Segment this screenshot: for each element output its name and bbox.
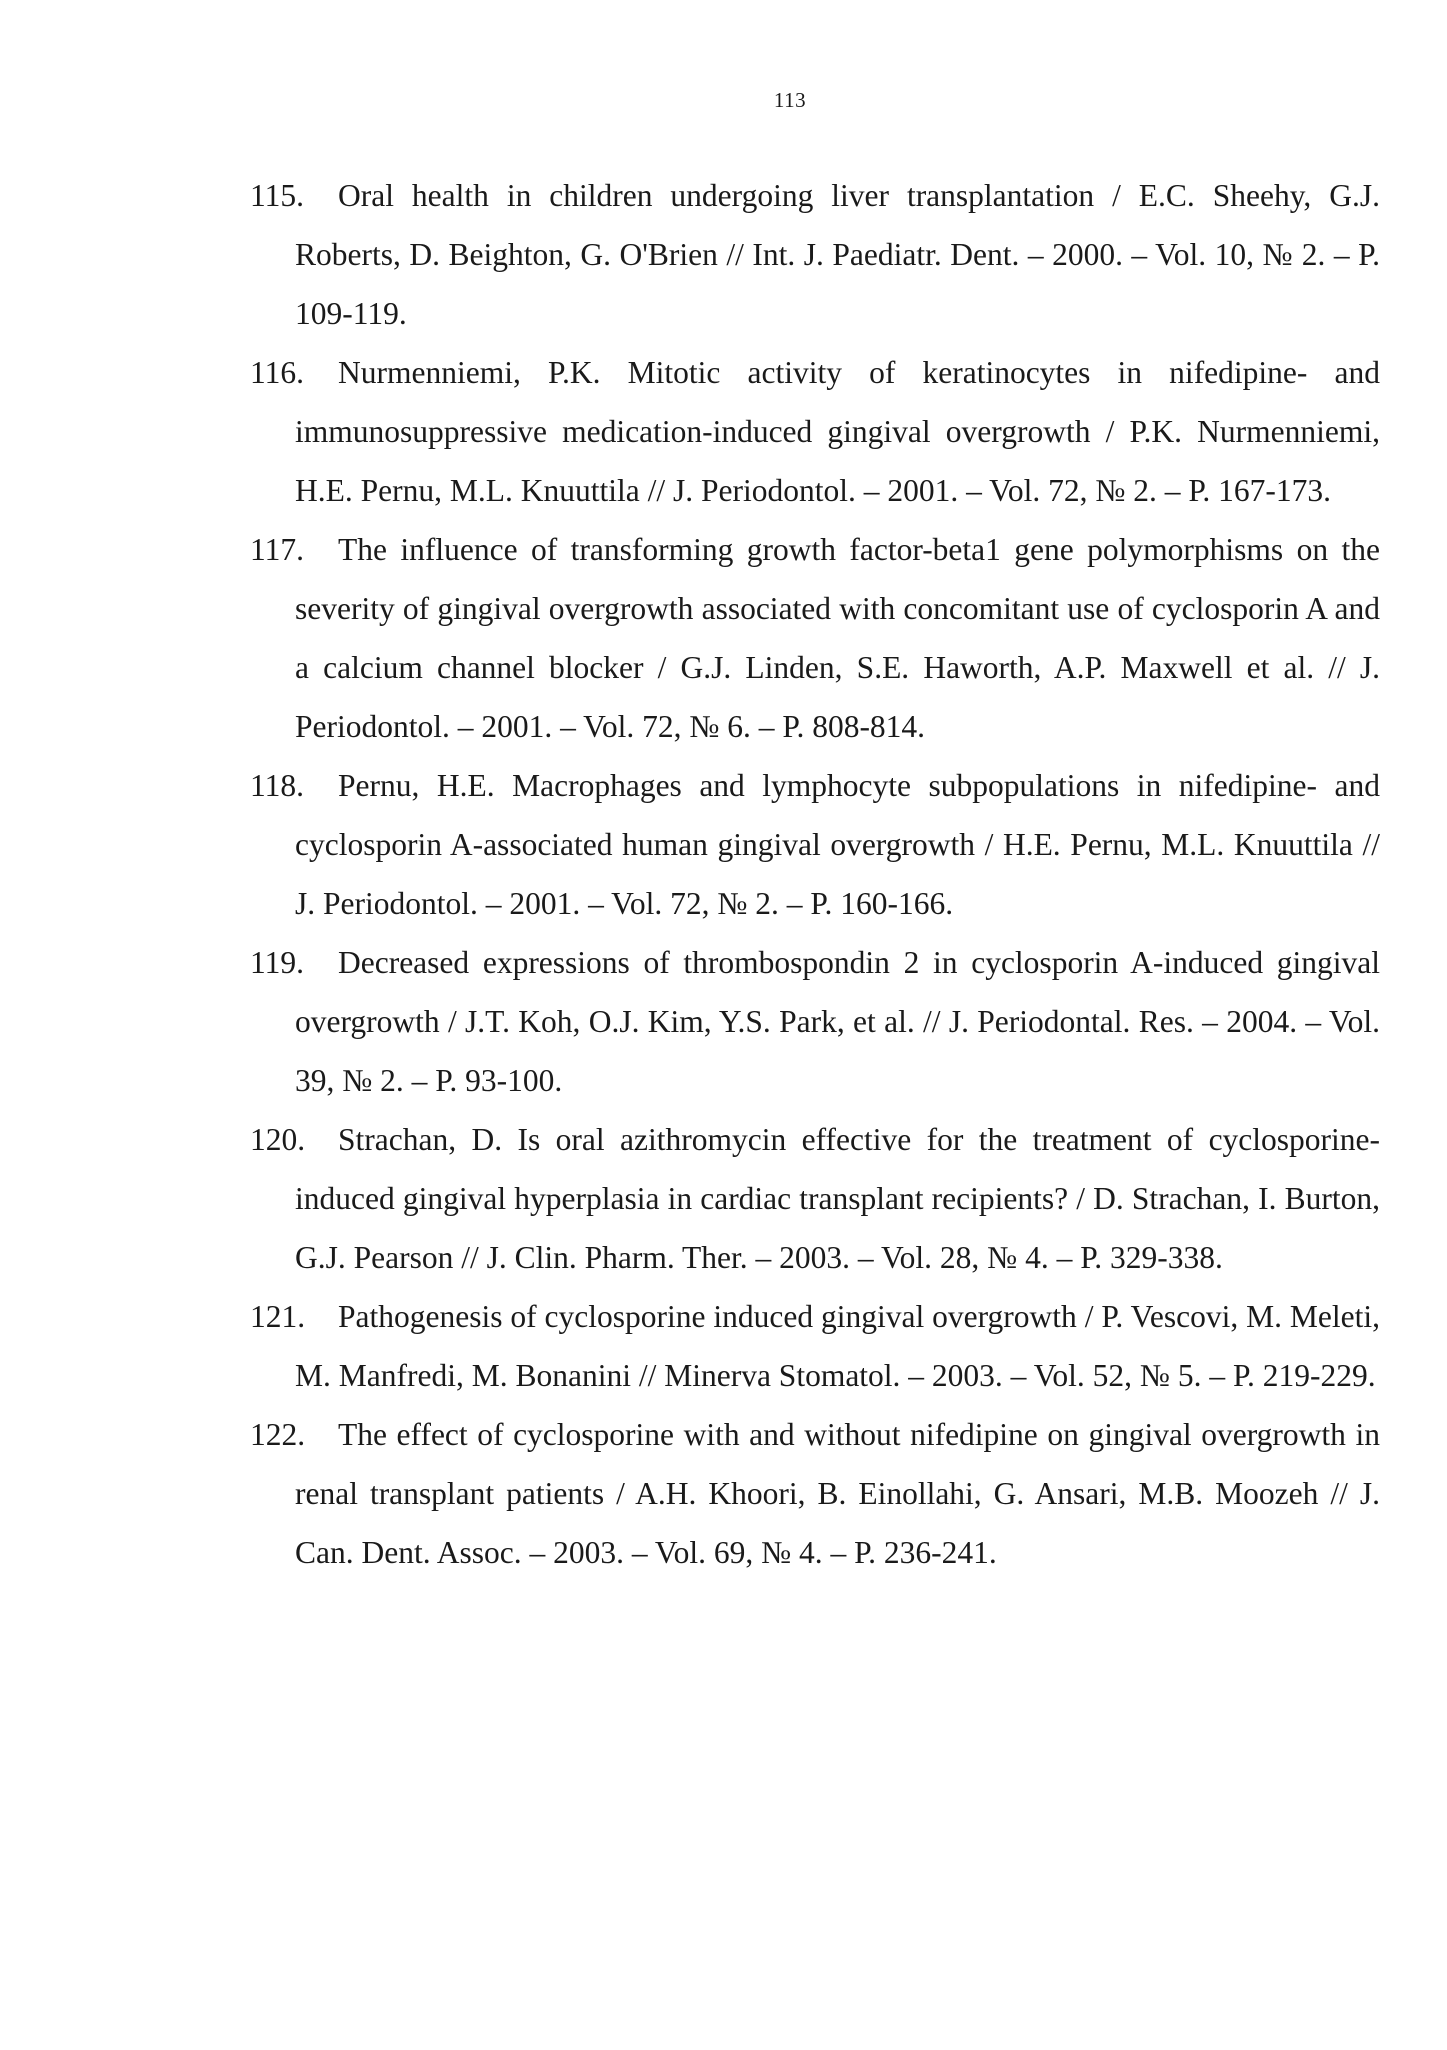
- reference-number: 122.: [250, 1417, 306, 1452]
- reference-item: [250, 343, 1380, 520]
- reference-number: 117.: [250, 532, 304, 567]
- reference-text: Decreased expressions of thrombospondin 2 in cyclosporin A-induced gingival overgrowth / J.T. Koh, O.J. Kim, Y.S. Park, et al. // J. Periodontal. Res. – 2004. – Vol. 39, № 2. – P. 93-100.: [295, 945, 1380, 1098]
- reference-number: 115.: [250, 178, 304, 213]
- reference-text: Strachan, D. Is oral azithromycin effective for the treatment of cyclosporine-induced gingival hyperplasia in cardiac transplant recipients? / D. Strachan, I. Burton, G.J. Pearson // J. Clin. Pharm. Ther. – 2003. – Vol. 28, № 4. – P. 329-338.: [295, 1122, 1380, 1275]
- reference-number: 120.: [250, 1122, 306, 1157]
- reference-item: [250, 1287, 1380, 1405]
- reference-number: 116.: [250, 355, 304, 390]
- reference-item: [250, 1405, 1380, 1582]
- reference-number: 121.: [250, 1299, 306, 1334]
- reference-item: [250, 520, 1380, 756]
- reference-number: 119.: [250, 945, 304, 980]
- reference-text: Oral health in children undergoing liver transplantation / E.C. Sheehy, G.J. Roberts, D. Beighton, G. O'Brien // Int. J. Paediatr. Dent. – 2000. – Vol. 10, № 2. – P. 109-119.: [295, 178, 1380, 331]
- reference-text: The influence of transforming growth factor-beta1 gene polymorphisms on the severity of gingival overgrowth associated with concomitant use of cyclosporin A and a calcium channel blocker / G.J. Linden, S.E. Haworth, A.P. Maxwell et al. // J. Periodontol. – 2001. – Vol. 72, № 6. – P. 808-814.: [295, 532, 1380, 744]
- reference-text: Pernu, H.E. Macrophages and lymphocyte subpopulations in nifedipine- and cyclosporin A-associated human gingival overgrowth / H.E. Pernu, M.L. Knuuttila // J. Periodontol. – 2001. – Vol. 72, № 2. – P. 160-166.: [295, 768, 1380, 921]
- reference-list: [250, 166, 1380, 1582]
- reference-number: 118.: [250, 768, 304, 803]
- page-number: 113: [773, 88, 807, 112]
- reference-item: [250, 933, 1380, 1110]
- reference-item: [250, 756, 1380, 933]
- reference-item: [250, 166, 1380, 343]
- reference-text: Nurmenniemi, P.K. Mitotic activity of keratinocytes in nifedipine- and immunosuppressive medication-induced gingival overgrowth / P.K. Nurmenniemi, H.E. Pernu, M.L. Knuuttila // J. Periodontol. – 2001. – Vol. 72, № 2. – P. 167-173.: [295, 355, 1380, 508]
- reference-text: The effect of cyclosporine with and without nifedipine on gingival overgrowth in renal transplant patients / A.H. Khoori, B. Einollahi, G. Ansari, M.B. Moozeh // J. Can. Dent. Assoc. – 2003. – Vol. 69, № 4. – P. 236-241.: [295, 1417, 1380, 1570]
- reference-text: Pathogenesis of cyclosporine induced gingival overgrowth / P. Vescovi, M. Meleti, M. Manfredi, M. Bonanini // Minerva Stomatol. – 2003. – Vol. 52, № 5. – P. 219-229.: [295, 1299, 1380, 1393]
- reference-item: [250, 1110, 1380, 1287]
